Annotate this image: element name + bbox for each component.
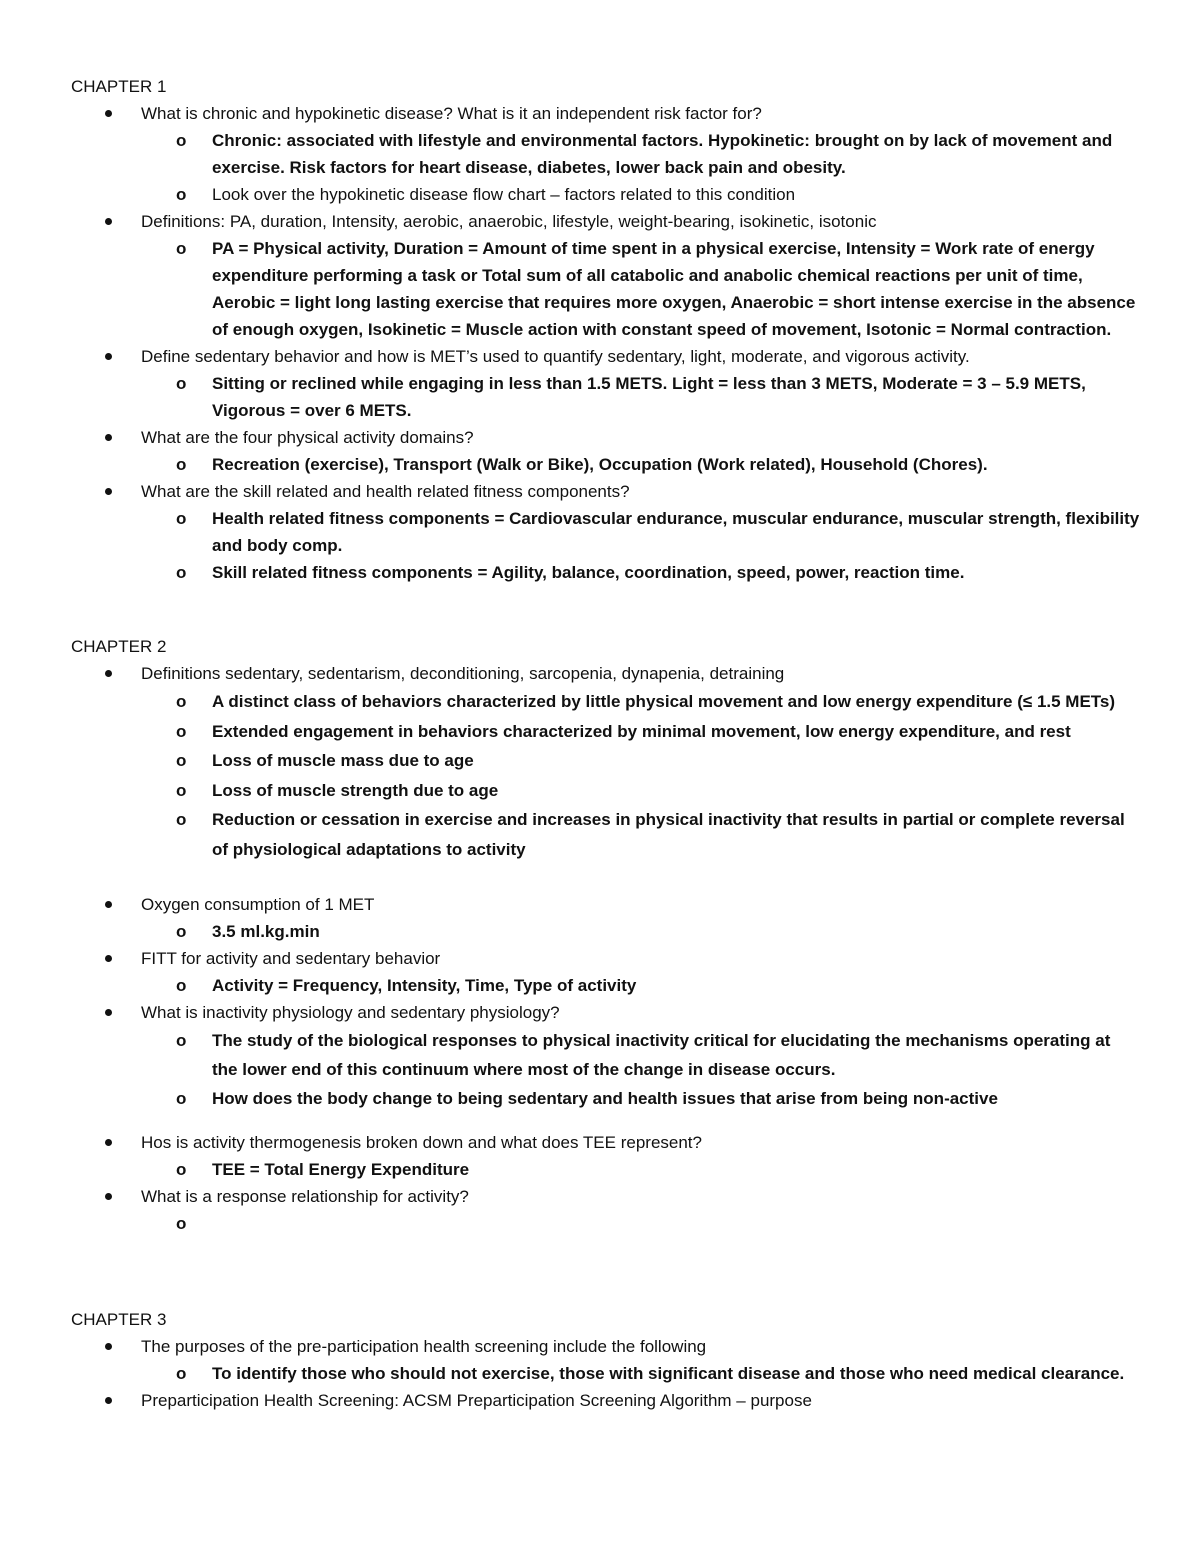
list-item	[0, 1129, 1200, 1183]
question-text: What are the skill related and health related fitness components?	[141, 478, 1140, 505]
list-item	[0, 1387, 1200, 1414]
answer-item: o Recreation (exercise), Transport (Walk or Bike), Occupation (Work related), Household (Chores).	[141, 451, 1140, 478]
answer-item: o How does the body change to being sedentary and health issues that arise from being non-active	[141, 1084, 1140, 1113]
list-item	[0, 424, 1200, 478]
chapter-1-list	[0, 100, 1200, 586]
chapter-1-heading: CHAPTER 1	[71, 77, 167, 96]
answer-item: o Look over the hypokinetic disease flow chart – factors related to this condition	[141, 181, 1140, 208]
list-item	[0, 208, 1200, 343]
list-item	[0, 100, 1200, 208]
question-text: What are the four physical activity domains?	[141, 424, 1140, 451]
answer-item: o Reduction or cessation in exercise and increases in physical inactivity that results in partial or complete reversal of physiological adaptations to activity	[141, 805, 1140, 864]
list-item	[0, 999, 1200, 1129]
question-text: What is inactivity physiology and sedentary physiology?	[141, 999, 1140, 1026]
answer-item: o Health related fitness components = Cardiovascular endurance, muscular endurance, muscular strength, flexibility and body comp.	[141, 505, 1140, 559]
question-text: Hos is activity thermogenesis broken down and what does TEE represent?	[141, 1129, 1140, 1156]
answer-item: o To identify those who should not exercise, those with significant disease and those who need medical clearance.	[141, 1360, 1140, 1387]
chapter-3-heading: CHAPTER 3	[71, 1310, 167, 1329]
answer-item: o The study of the biological responses to physical inactivity critical for elucidating the mechanisms operating at the lower end of this continuum where most of the change in disease occurs.	[141, 1026, 1140, 1084]
list-item	[0, 1333, 1200, 1387]
answer-item: o Activity = Frequency, Intensity, Time, Type of activity	[141, 972, 1140, 999]
answer-item: o 3.5 ml.kg.min	[141, 918, 1140, 945]
question-text: FITT for activity and sedentary behavior	[141, 945, 1140, 972]
question-text: Definitions: PA, duration, Intensity, aerobic, anaerobic, lifestyle, weight-bearing, isokinetic, isotonic	[141, 208, 1140, 235]
answer-item: o Loss of muscle strength due to age	[141, 776, 1140, 806]
list-item	[0, 660, 1200, 891]
answer-item: o Chronic: associated with lifestyle and environmental factors. Hypokinetic: brought on by lack of movement and exercise. Risk factors for heart disease, diabetes, lower back pain and obesity.	[141, 127, 1140, 181]
question-text: Oxygen consumption of 1 MET	[141, 891, 1140, 918]
question-text: What is a response relationship for activity?	[141, 1183, 1140, 1210]
question-text: What is chronic and hypokinetic disease? What is it an independent risk factor for?	[141, 100, 1140, 127]
chapter-3-list	[0, 1333, 1200, 1414]
answer-item: o Sitting or reclined while engaging in less than 1.5 METS. Light = less than 3 METS, Moderate = 3 – 5.9 METS, Vigorous = over 6 METS.	[141, 370, 1140, 424]
list-item	[0, 891, 1200, 945]
list-item	[0, 1183, 1200, 1237]
chapter-2-heading: CHAPTER 2	[71, 637, 167, 656]
question-text: Definitions sedentary, sedentarism, deconditioning, sarcopenia, dynapenia, detraining	[141, 660, 1140, 687]
answer-item: o Skill related fitness components = Agility, balance, coordination, speed, power, reaction time.	[141, 559, 1140, 586]
question-text: Define sedentary behavior and how is MET’s used to quantify sedentary, light, moderate, and vigorous activity.	[141, 343, 1140, 370]
answer-item: o Loss of muscle mass due to age	[141, 746, 1140, 776]
answer-item: o TEE = Total Energy Expenditure	[141, 1156, 1140, 1183]
question-text: Preparticipation Health Screening: ACSM Preparticipation Screening Algorithm – purpose	[141, 1387, 1140, 1414]
answer-item	[141, 1210, 1140, 1237]
answer-item: o A distinct class of behaviors characterized by little physical movement and low energy expenditure (≤ 1.5 METs)	[141, 687, 1140, 717]
chapter-2-list	[0, 660, 1200, 1237]
list-item	[0, 945, 1200, 999]
list-item	[0, 478, 1200, 586]
answer-item: o Extended engagement in behaviors characterized by minimal movement, low energy expenditure, and rest	[141, 717, 1140, 747]
question-text: The purposes of the pre-participation health screening include the following	[141, 1333, 1140, 1360]
answer-item: o PA = Physical activity, Duration = Amount of time spent in a physical exercise, Intensity = Work rate of energy expenditure performing a task or Total sum of all catabolic and anabolic chemical reactions per unit of time, Aerobic = light long lasting exercise that requires more oxygen, Anaerobic = short intense exercise in the absence of enough oxygen, Isokinetic = Muscle action with constant speed of movement, Isotonic = Normal contraction.	[141, 235, 1140, 343]
list-item	[0, 343, 1200, 424]
